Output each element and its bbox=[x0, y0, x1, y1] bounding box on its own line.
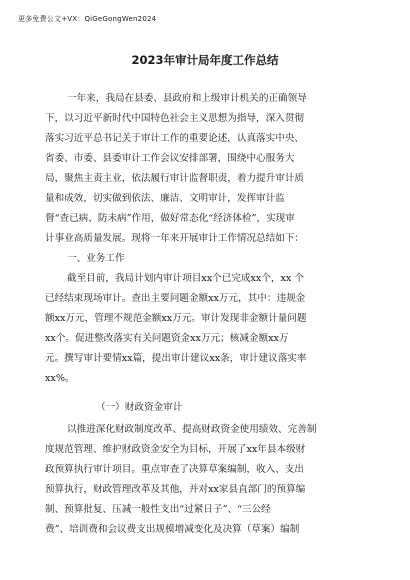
body-line: 截至目前，我局计划内审计项目xx个已完成xx个，xx 个 bbox=[67, 273, 304, 284]
body-line: 费”、培训费和会议费支出规模增减变化及决算（草案）编制 bbox=[45, 524, 300, 535]
body-line: 计事业高质量发展。现将一年来开展审计工作情况总结如下： bbox=[45, 233, 305, 244]
document-title: 2023年审计局年度工作总结 bbox=[131, 53, 279, 67]
body-line: 制、预算批复、压减一般性支出“过紧日子”、“三公经 bbox=[45, 504, 271, 515]
body-line: 预算执行，财政管理改革及其他，并对xx家县直部门的预算编 bbox=[45, 484, 306, 495]
body-line: xx个。促进整改落实有关问题资金xx万元；核减金额xx万 bbox=[45, 333, 289, 344]
body-line: xx%。 bbox=[45, 373, 75, 384]
body-line: 局，聚焦主责主业，依法履行审计监督职责，着力提升审计质 bbox=[45, 173, 305, 184]
body-line: 政预算执行审计项目。重点审查了决算草案编制，收入、支出 bbox=[45, 464, 305, 475]
header-note: 更多免费公文+VX：QiGeGongWen2024 bbox=[18, 15, 157, 23]
body-line: 已经结束现场审计。查出主要问题金额xx万元，其中：违规金 bbox=[45, 293, 306, 304]
body-line: 省委、市委、县委审计工作会议安排部署，围绕中心服务大 bbox=[45, 153, 295, 164]
body-line: 下，以习近平新时代中国特色社会主义思想为指导，深入贯彻 bbox=[45, 113, 305, 124]
body-line: 一年来，我局在县委、县政府和上级审计机关的正确领导 bbox=[67, 93, 307, 104]
subsection-heading: （一）财政资金审计 bbox=[96, 402, 183, 413]
body-line: 额xx万元，管理不规范金额xx万元。审计发现非金额计量问题 bbox=[45, 313, 307, 324]
section-heading: 一、业务工作 bbox=[67, 253, 125, 264]
body-line: 落实习近平总书记关于审计工作的重要论述，认真落实中央、 bbox=[45, 133, 305, 144]
body-line: 以推进深化财政制度改革、提高财政资金使用绩效、完善制 bbox=[67, 424, 317, 435]
body-line: 量和成效，切实做到依法、廉洁、文明审计，发挥审计监 bbox=[45, 193, 285, 204]
body-line: 元。撰写审计要情xx篇，提出审计建议xx条，审计建议落实率 bbox=[45, 353, 307, 364]
body-line: 督“查已病、防未病”作用，做好常态化“经济体检”，实现审 bbox=[45, 213, 295, 224]
body-line: 度规范管理、维护财政资金安全为目标，开展了xx年县本级财 bbox=[45, 444, 306, 455]
